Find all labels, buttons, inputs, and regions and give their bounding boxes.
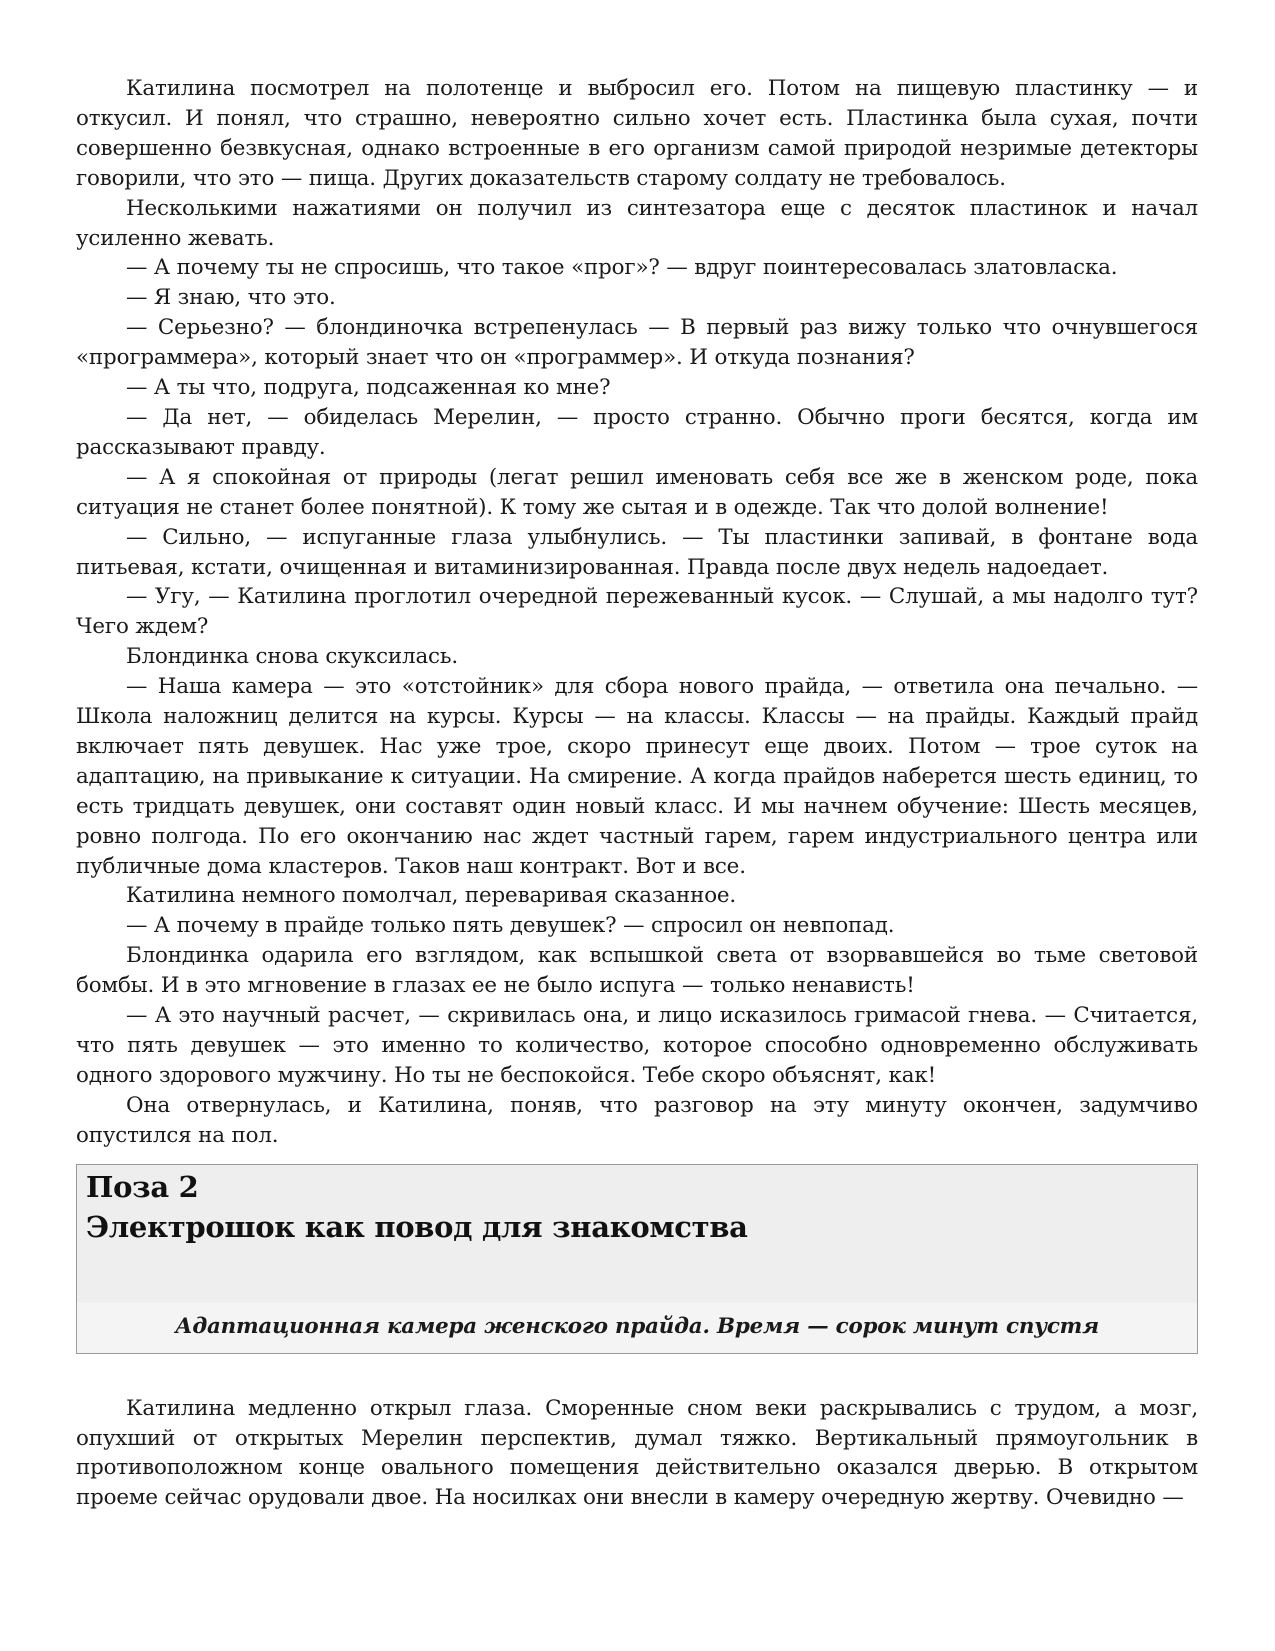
paragraph: Катилина медленно открыл глаза. Сморенные сном веки раскрывались с трудом, а мозг, опухший от открытых Мерелин перспектив, думал тяжко. Вертикальный прямоугольник в противоположном конце овального помещения действительно оказался дверью. В открытом проеме сейчас орудовали двое. На носилках они внесли в камеру очередную жертву. Очевидно — [76,1395,1198,1511]
paragraph: — А ты что, подруга, подсаженная ко мне? [126,375,611,401]
chapter-header-box [76,1164,1198,1354]
paragraph: Блондинка одарила его взглядом, как вспышкой света от взорвавшейся во тьме световой бомбы. И в это мгновение в глазах ее не было испуга — только ненависть! [76,943,1198,999]
paragraph: Катилина немного помолчал, переваривая сказанное. [126,883,737,909]
paragraph: Она отвернулась, и Катилина, поняв, что разговор на эту минуту окончен, задумчиво опустился на пол. [76,1092,1198,1148]
paragraph: — А почему ты не спросишь, что такое «прог»? — вдруг поинтересовалась златовласка. [126,255,1118,281]
chapter-number: Поза 2 [86,1169,199,1204]
document-page [76,74,1198,1513]
paragraph: — Угу, — Катилина проглотил очередной пережеванный кусок. — Слушай, а мы надолго тут? Чего ждем? [76,584,1198,640]
paragraph: — Наша камера — это «отстойник» для сбора нового прайда, — ответила она печально. — Школа наложниц делится на курсы. Курсы — на классы. Классы — на прайды. Каждый прайд включает пять девушек. Нас уже трое, скоро принесут еще двоих. Потом — трое суток на адаптацию, на привыкание к ситуации. На смирение. А когда прайдов наберется шесть единиц, то есть тридцать девушек, они составят один новый класс. И мы начнем обучение: Шесть месяцев, ровно полгода. По его окончанию нас ждет частный гарем, гарем индустриального центра или публичные дома кластеров. Таков наш контракт. Вот и все. [76,674,1198,879]
paragraph: — Я знаю, что это. [126,285,336,311]
chapter-title: Электрошок как повод для знакомства [86,1209,748,1244]
paragraph: — А это научный расчет, — скривилась она, и лицо исказилось гримасой гнева. — Считается, что пять девушек — это именно то количество, которое способно одновременно обслуживать одного здорового мужчину. Но ты не беспокойся. Тебе скоро объяснят, как! [76,1003,1198,1088]
chapter-subtitle: Адаптационная камера женского прайда. Время — сорок минут спустя [77,1303,1197,1353]
paragraph: Катилина посмотрел на полотенце и выбросил его. Потом на пищевую пластинку — и откусил. И понял, что страшно, невероятно сильно хочет есть. Пластинка была сухая, почти совершенно безвкусная, однако встроенные в его организм самой природой незримые детекторы говорили, что это — пища. Других доказательств старому солдату не требовалось. [76,76,1198,191]
paragraph: — Сильно, — испуганные глаза улыбнулись. — Ты пластинки запивай, в фонтане вода питьевая, кстати, очищенная и витаминизированная. Правда после двух недель надоедает. [76,524,1198,580]
paragraph: — А я спокойная от природы (легат решил именовать себя все же в женском роде, пока ситуация не станет более понятной). К тому же сытая и в одежде. Так что долой волнение! [76,464,1198,520]
paragraph: Блондинка снова скуксилась. [126,644,459,670]
paragraph: — А почему в прайде только пять девушек? — спросил он невпопад. [126,913,895,939]
text-block-top [76,74,1198,1151]
text-block-bottom [76,1394,1198,1514]
paragraph: Несколькими нажатиями он получил из синтезатора еще с десяток пластинок и начал усиленно жевать. [76,195,1198,251]
paragraph: — Да нет, — обиделась Мерелин, — просто странно. Обычно проги бесятся, когда им рассказывают правду. [76,404,1198,460]
chapter-heading [77,1165,1197,1303]
paragraph: — Серьезно? — блондиночка встрепенулась — В первый раз вижу только что очнувшегося «программера», который знает что он «программер». И откуда познания? [76,315,1198,371]
